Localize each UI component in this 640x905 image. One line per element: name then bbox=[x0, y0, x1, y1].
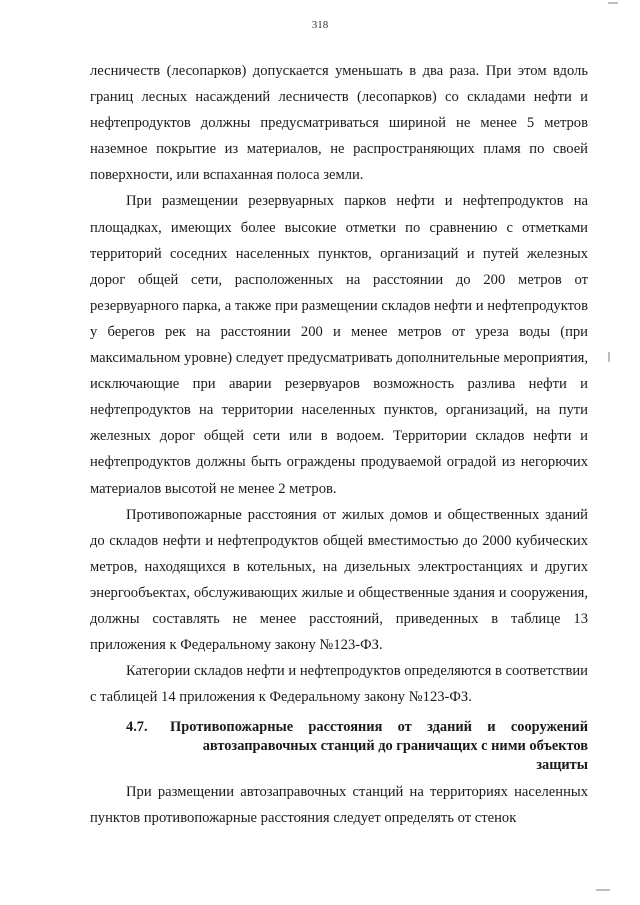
paragraph-gas-stations: При размещении автозаправочных станций на территориях населенных пунктов противопожарные расстояния следует определять от стенок bbox=[90, 784, 588, 827]
section-title-line1: Противопожарные расстояния от зданий и сооружений bbox=[170, 719, 588, 736]
paragraph-fire-distances: Противопожарные расстояния от жилых домов и общественных зданий до складов нефти и нефтепродуктов общей вместимостью до 2000 кубических метров, находящихся в котельных, на дизельных электростанциях и других энергообъектах, обслуживающих жилые и общественные здания и сооружения, должны составлять не менее расстояний, приведенных в таблице 13 приложения к Федеральному закону №123-ФЗ. bbox=[90, 506, 588, 654]
section-heading bbox=[90, 718, 588, 775]
scan-artifact-right-edge bbox=[608, 352, 610, 362]
paragraph-warehouse-categories: Категории складов нефти и нефтепродуктов определяются в соответствии с таблицей 14 приложения к Федеральному закону №123-ФЗ. bbox=[90, 663, 588, 706]
page-number: 318 bbox=[311, 19, 329, 31]
paragraph-reservoir-parks: При размещении резервуарных парков нефти и нефтепродуктов на площадках, имеющих более высокие отметки по сравнению с отметками территорий соседних населенных пунктов, организаций и путей железных дорог общей сети, расположенных на расстоянии до 200 метров от резервуарного парка, а также при размещении складов нефти и нефтепродуктов у берегов рек на расстоянии 200 и менее метров от уреза воды (при максимальном уровне) следует предусматривать дополнительные мероприятия, исключающие при аварии резервуаров возможность разлива нефти и нефтепродуктов на территории населенных пунктов, организаций, на пути железных дорог общей сети или в водоем. Территории складов нефти и нефтепродуктов должны быть ограждены продуваемой оградой из негорючих материалов высотой не менее 2 метров. bbox=[90, 193, 588, 497]
section-title-line2: автозаправочных станций до граничащих с ними объектов защиты bbox=[202, 738, 588, 774]
section-number: 4.7. bbox=[126, 719, 148, 736]
scan-artifact-bottom-right bbox=[596, 889, 610, 891]
paragraph-continuation: лесничеств (лесопарков) допускается уменьшать в два раза. При этом вдоль границ лесных насаждений лесничеств (лесопарков) со складами нефти и нефтепродуктов должны предусматриваться шириной не менее 5 метров наземное покрытие из материалов, не распространяющих пламя по своей поверхности, или вспаханная полоса земли. bbox=[90, 63, 588, 184]
section-title bbox=[170, 718, 588, 775]
scan-artifact-top-right bbox=[608, 2, 618, 4]
page-body bbox=[90, 58, 588, 832]
